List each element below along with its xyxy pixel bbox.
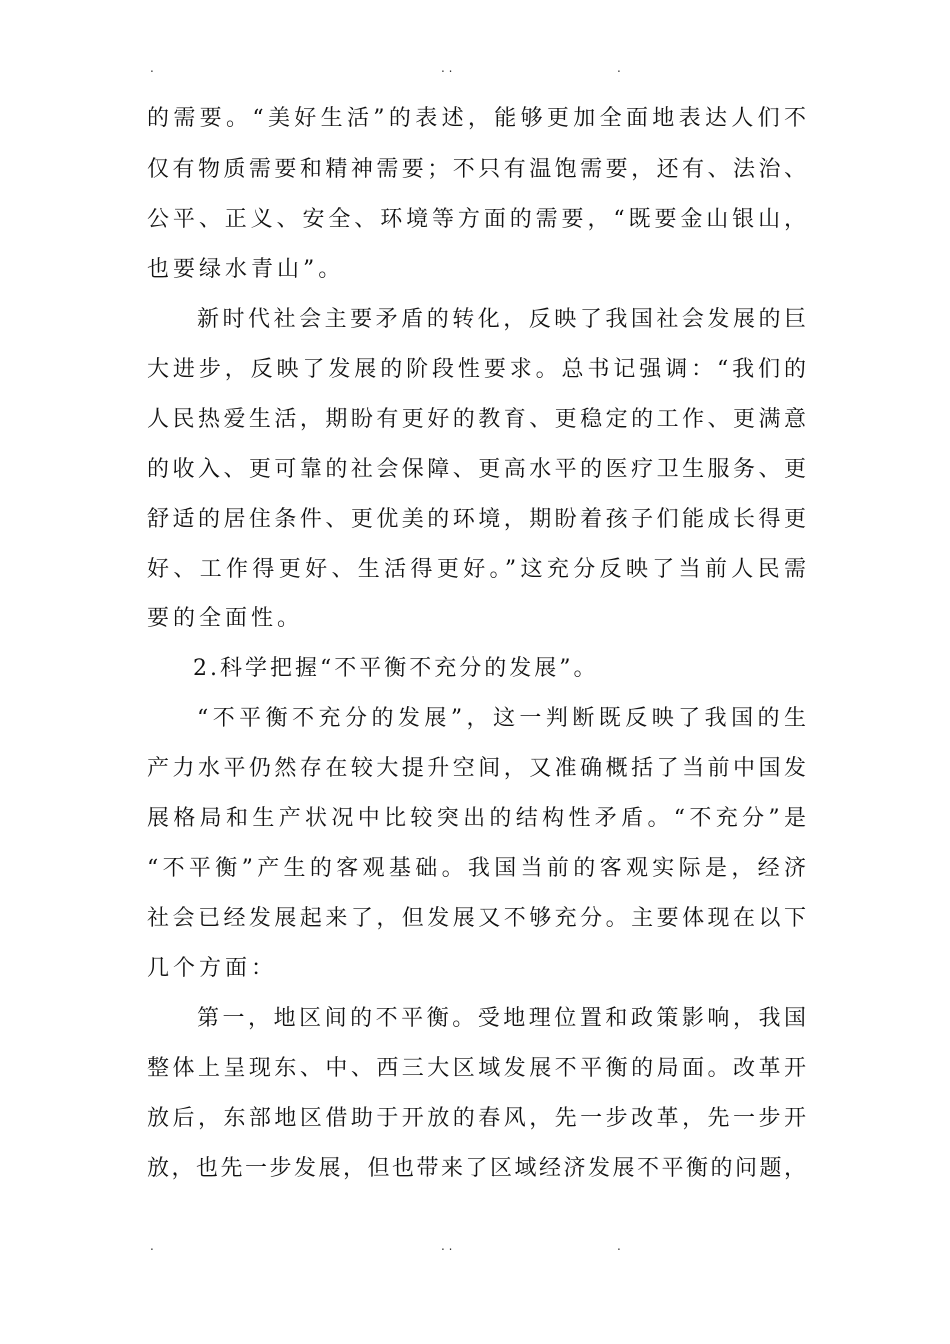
footer-dot-left: . bbox=[150, 1239, 154, 1253]
text-line: 大进步，反映了发展的阶段性要求。总书记强调：“我们的 bbox=[147, 357, 807, 382]
paragraph-first-line: 第一，地区间的不平衡。受地理位置和政策影响，我国 bbox=[197, 1006, 807, 1031]
text-line: 整体上呈现东、中、西三大区域发展不平衡的局面。改革开 bbox=[147, 1056, 807, 1081]
text-line: 几个方面： bbox=[147, 956, 278, 981]
header-dot-left: . bbox=[150, 61, 154, 75]
text-line: 产力水平仍然存在较大提升空间，又准确概括了当前中国发 bbox=[147, 756, 807, 781]
paragraph-first-line: “不平衡不充分的发展”，这一判断既反映了我国的生 bbox=[197, 706, 807, 731]
section-heading: 2.科学把握“不平衡不充分的发展”。 bbox=[193, 656, 599, 681]
text-line: 人民热爱生活，期盼有更好的教育、更稳定的工作、更满意 bbox=[147, 407, 807, 432]
text-line: 好、工作得更好、生活得更好。”这充分反映了当前人民需 bbox=[147, 557, 807, 582]
text-line: 的收入、更可靠的社会保障、更高水平的医疗卫生服务、更 bbox=[147, 457, 807, 482]
text-line: 舒适的居住条件、更优美的环境，期盼着孩子们能成长得更 bbox=[147, 507, 807, 532]
header-dot-right: . bbox=[617, 61, 621, 75]
text-line: 放后，东部地区借助于开放的春风，先一步改革，先一步开 bbox=[147, 1106, 807, 1131]
footer-dot-middle: . . bbox=[441, 1239, 453, 1253]
text-line: 的需要。“美好生活”的表述，能够更加全面地表达人们不 bbox=[147, 106, 807, 131]
text-line: 要的全面性。 bbox=[147, 606, 304, 631]
text-line: 仅有物质需要和精神需要；不只有温饱需要，还有、法治、 bbox=[147, 157, 807, 182]
text-line: 放，也先一步发展，但也带来了区域经济发展不平衡的问题， bbox=[147, 1156, 807, 1181]
text-line: 展格局和生产状况中比较突出的结构性矛盾。“不充分”是 bbox=[147, 806, 807, 831]
header-dot-middle: . . bbox=[441, 61, 453, 75]
text-line: 社会已经发展起来了，但发展又不够充分。主要体现在以下 bbox=[147, 906, 807, 931]
paragraph-first-line: 新时代社会主要矛盾的转化，反映了我国社会发展的巨 bbox=[197, 307, 807, 332]
text-line: 公平、正义、安全、环境等方面的需要，“既要金山银山， bbox=[147, 207, 807, 232]
text-line: “不平衡”产生的客观基础。我国当前的客观实际是，经济 bbox=[147, 856, 807, 881]
text-line: 也要绿水青山”。 bbox=[147, 257, 345, 282]
footer-dot-right: . bbox=[617, 1239, 621, 1253]
